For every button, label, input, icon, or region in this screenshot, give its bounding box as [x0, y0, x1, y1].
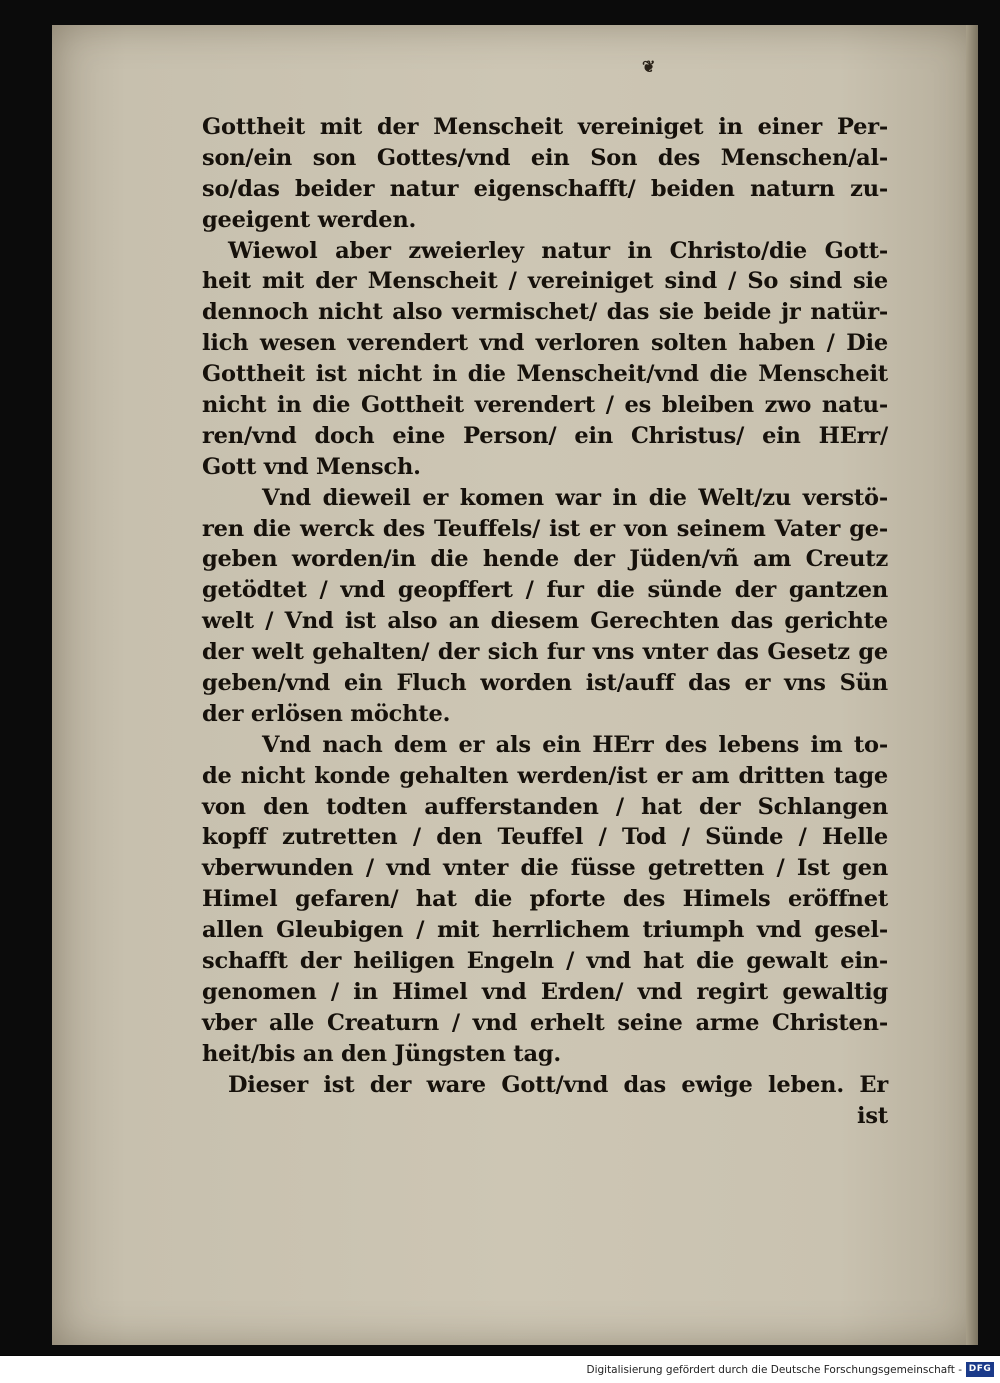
text-line: heit mit der Menscheit / vereiniget sind / So sind sie [202, 268, 888, 295]
text-line: Vnd dieweil er komen war in die Welt/zu verstö- [262, 484, 888, 511]
text-line: der erlösen möchte. [202, 700, 451, 727]
page-edge [966, 25, 978, 1345]
text-line: getödtet / vnd geopffert / fur die sünde der gantzen [202, 577, 889, 604]
text-line: lich wesen verendert vnd verloren solten haben / Die [202, 330, 888, 357]
text-line: ren/vnd doch eine Person/ ein Christus/ ein HErr/ [202, 422, 889, 449]
text-line: so/das beider natur eigenschafft/ beiden naturn zu- [202, 175, 889, 202]
text-line: kopff zutretten / den Teuffel / Tod / Sünde / Helle [202, 824, 889, 851]
page-ornament: ❦ [642, 57, 656, 76]
text-line: der welt gehalten/ der sich fur vns vnter das Gesetz ge [202, 639, 889, 666]
text-line: Gott vnd Mensch. [202, 453, 421, 480]
text-line: ren die werck des Teuffels/ ist er von seinem Vater ge- [202, 515, 888, 542]
text-line: vber alle Creaturn / vnd erhelt seine arme Christen- [202, 1009, 888, 1036]
text-line: de nicht konde gehalten werden/ist er am dritten tage [202, 762, 889, 789]
text-line: welt / Vnd ist also an diesem Gerechten das gerichte [202, 608, 888, 635]
text-line: geben/vnd ein Fluch worden ist/auff das er vns Sün [202, 670, 888, 697]
footer-bar [0, 1356, 1000, 1383]
text-line: nicht in die Gottheit verendert / es bleiben zwo natu- [202, 392, 888, 419]
dfg-logo: DFG [966, 1362, 994, 1377]
text-line: vberwunden / vnd vnter die füsse getretten / Ist gen [202, 855, 888, 882]
text-line: schafft der heiligen Engeln / vnd hat die gewalt ein- [202, 948, 888, 975]
text-line: Gottheit mit der Menscheit vereiniget in einer Per- [202, 114, 888, 140]
funding-notice: Digitalisierung gefördert durch die Deutsche Forschungsgemeinschaft - [586, 1364, 962, 1376]
text-line: allen Gleubigen / mit herrlichem triumph vnd gesel- [202, 917, 888, 944]
text-line: Vnd nach dem er als ein HErr des lebens im to- [262, 731, 888, 758]
text-line: Himel gefaren/ hat die pforte des Himels eröffnet [202, 886, 889, 913]
text-line: geeigent werden. [202, 206, 417, 233]
text-line: genomen / in Himel vnd Erden/ vnd regirt gewaltig [202, 978, 888, 1005]
page-text-block [202, 112, 888, 1131]
text-line: ist [856, 1102, 888, 1129]
text-line: Gottheit ist nicht in die Menscheit/vnd die Menscheit [202, 361, 888, 388]
text-line: geben worden/in die hende der Jüden/vñ am Creutz [202, 546, 889, 573]
text-line: von den todten aufferstanden / hat der Schlangen [202, 793, 888, 820]
text-line: son/ein son Gottes/vnd ein Son des Menschen/al- [202, 144, 888, 171]
text-line: Wiewol aber zweierley natur in Christo/die Gott- [228, 237, 888, 264]
text-line: Dieser ist der ware Gott/vnd das ewige leben. Er [228, 1071, 888, 1098]
text-line: heit/bis an den Jüngsten tag. [202, 1040, 562, 1067]
text-line: dennoch nicht also vermischet/ das sie beide jr natür- [202, 299, 889, 326]
